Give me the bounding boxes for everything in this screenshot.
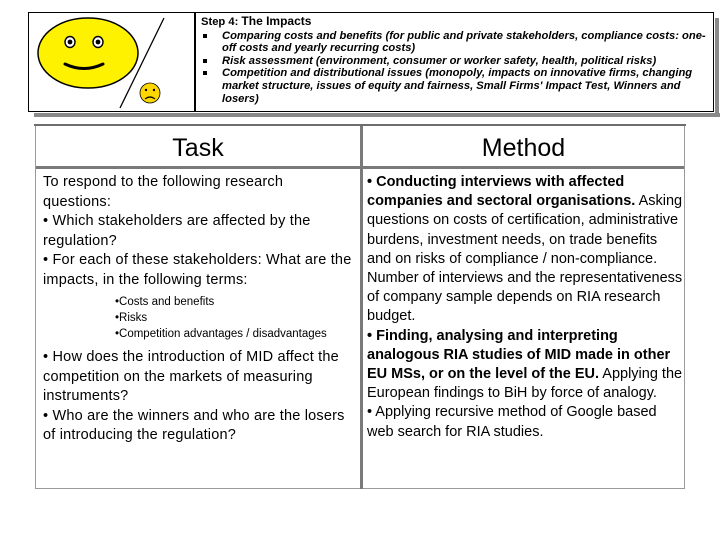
method-item [367, 327, 685, 404]
header-shadow [34, 113, 720, 117]
task-column-header: Task [172, 134, 224, 162]
method-cell [367, 173, 685, 442]
method-column-header: Method [481, 134, 566, 162]
task-method-table [35, 125, 685, 489]
happy-face-icon [38, 18, 138, 88]
task-question: • Who are the winners and who are the losers of introducing the regulation? [43, 407, 345, 443]
impact-terms-list [115, 294, 355, 342]
bullet-square-icon [203, 34, 207, 38]
impact-term: •Competition advantages / disadvantages [115, 328, 327, 340]
task-cell [43, 173, 355, 446]
task-question: • For each of these stakeholders: What are the impacts, in the following terms: [43, 252, 352, 288]
method-lead: • Conducting interviews with affected companies and sectoral organisations. [367, 174, 636, 210]
method-item [367, 173, 685, 327]
task-question: • Which stakeholders are affected by the regulation? [43, 213, 311, 249]
method-item: • Applying recursive method of Google based web search for RIA studies. [367, 404, 657, 440]
bullet-square-icon [203, 59, 207, 63]
task-question: • How does the introduction of MID affect the competition on the markets of measuring instruments? [43, 349, 339, 404]
header-shadow [715, 18, 719, 117]
impact-list [201, 30, 709, 106]
impact-term: •Risks [115, 312, 148, 324]
impact-item: Risk assessment (environment, consumer or worker safety, health, political risks) [201, 55, 709, 68]
sad-face-icon [140, 83, 160, 103]
method-text: Applying the European findings to BiH by force of analogy. [367, 366, 683, 402]
step-title: Step 4: The Impacts [201, 14, 312, 28]
bullet-square-icon [203, 71, 207, 75]
smiley-faces-illustration [28, 12, 196, 112]
step-header-panel [28, 12, 718, 116]
impact-item: Comparing costs and benefits (for public and private stakeholders, compliance costs: one-off costs and yearly recurring costs) [201, 30, 709, 55]
step-description [201, 15, 709, 105]
method-lead: • Finding, analysing and interpreting analogous RIA studies of MID made in other EU MSs, or on the level of the EU. [367, 327, 671, 383]
header-row-divider [36, 166, 684, 169]
impact-item: Competition and distributional issues (monopoly, impacts on innovative firms, changing market structure, issues of equity and fairness, Small Firms' Impact Test, Winners and losers) [201, 67, 709, 105]
header-divider [194, 12, 196, 112]
impact-term: •Costs and benefits [115, 296, 215, 308]
method-text: Asking questions on costs of certification, administrative burdens, investment needs, on trade benefits and on risks of compliance / non-compliance. Number of interviews and the representativeness of company sample depends on RIA research budget. [367, 193, 683, 325]
task-intro: To respond to the following research questions: [43, 174, 284, 210]
column-divider [360, 126, 363, 489]
